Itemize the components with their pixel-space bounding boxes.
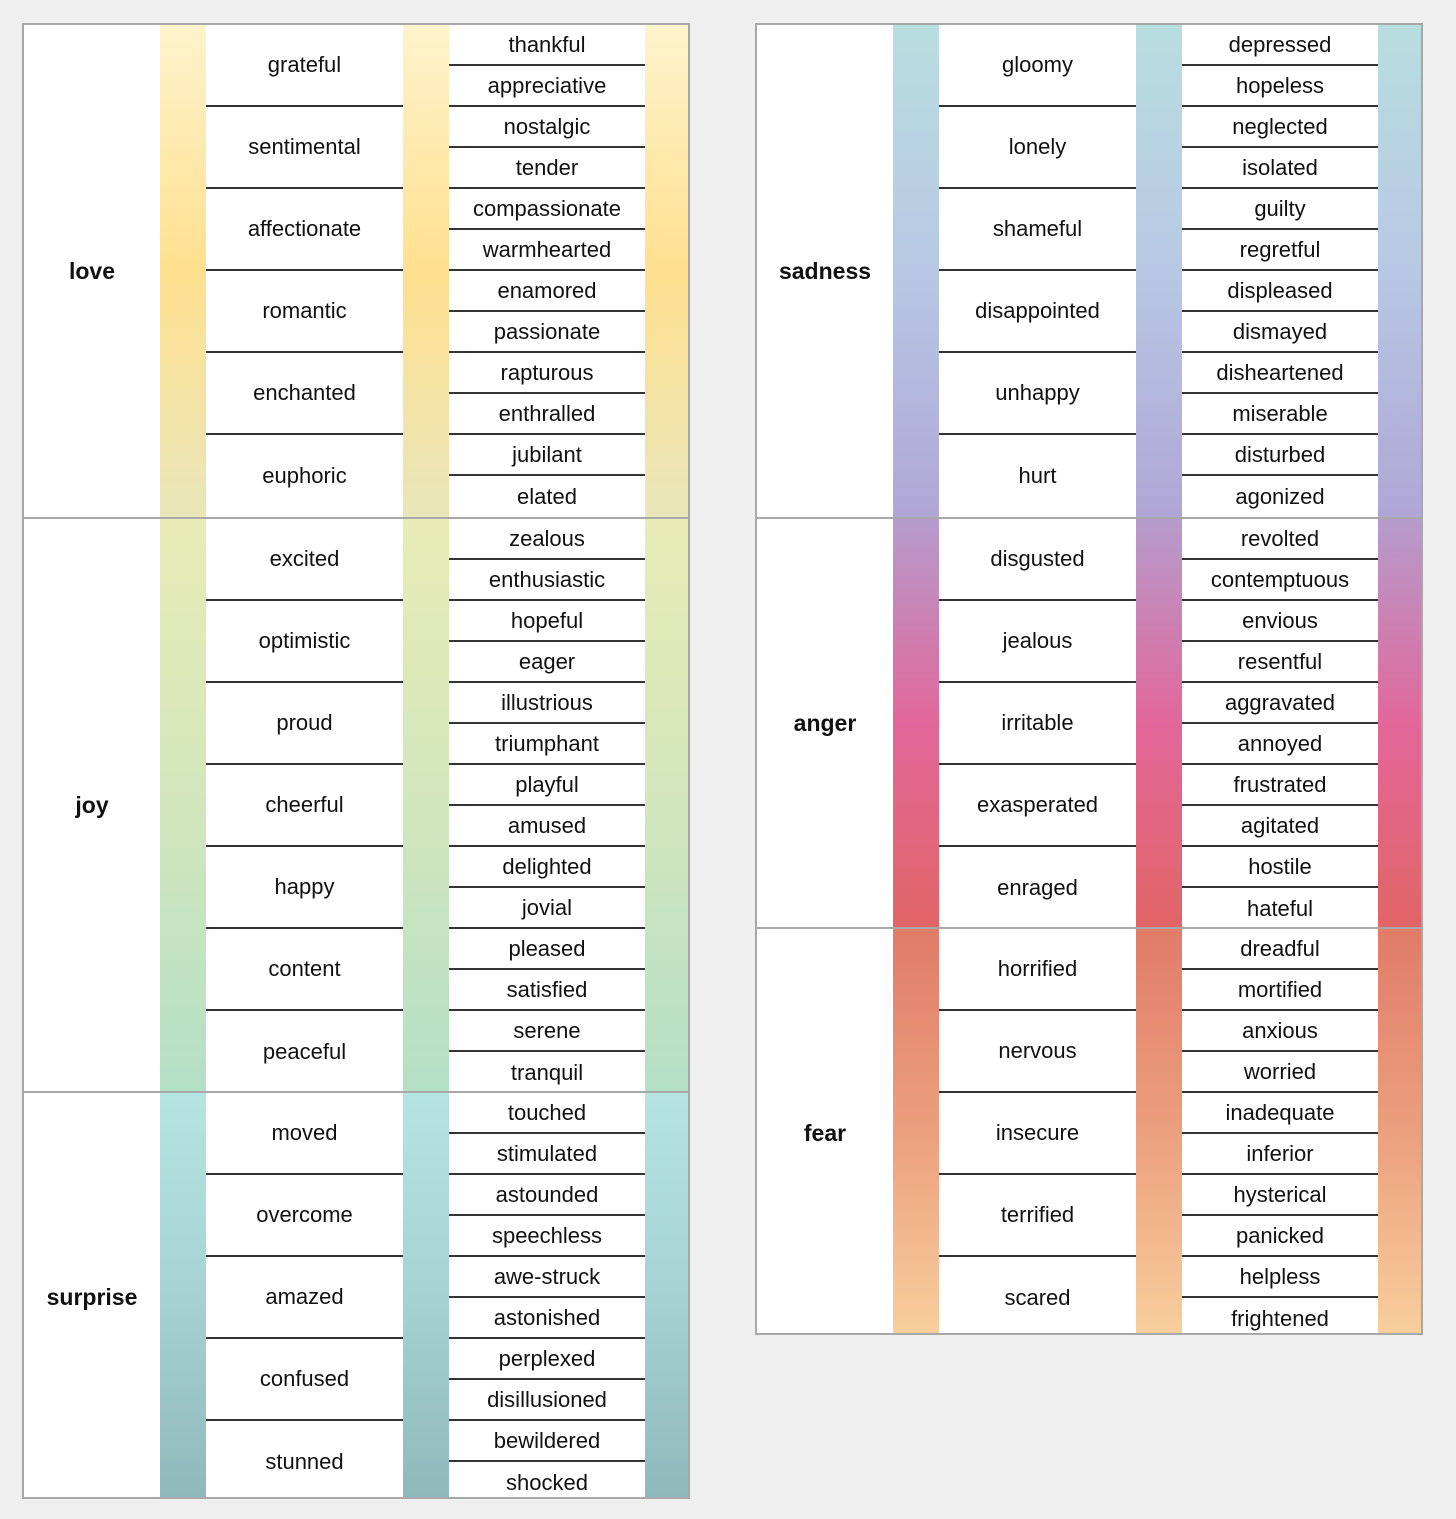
tertiary-emotion-cell: zealous [449,519,645,560]
tertiary-emotion-cell: panicked [1182,1216,1378,1257]
tertiary-emotion-cell: awe-struck [449,1257,645,1298]
core-emotion-label: joy [75,791,109,818]
tertiary-emotion-cell: rapturous [449,353,645,394]
tertiary-emotion-cell: illustrious [449,683,645,724]
color-band [1378,519,1423,927]
tertiary-emotion-cell: perplexed [449,1339,645,1380]
tertiary-emotion-cell: annoyed [1182,724,1378,765]
tertiary-emotion-cell: triumphant [449,724,645,765]
tertiary-emotion-cell: agonized [1235,483,1325,509]
tertiary-emotion-cell: tranquil [510,1059,584,1085]
tertiary-emotion-cell: disturbed [1182,435,1378,476]
emotion-group-anger [757,517,1421,927]
tertiary-emotion-cell: hostile [1182,847,1378,888]
tertiary-emotion-cell: revolted [1182,519,1378,560]
tertiary-emotion-cell: astonished [449,1298,645,1339]
emotion-group-sadness [757,25,1421,517]
tertiary-emotion-cell: touched [449,1093,645,1134]
tertiary-emotion-cell: anxious [1182,1011,1378,1052]
tertiary-emotion-cell: displeased [1182,271,1378,312]
tertiary-emotion-cell: worried [1182,1052,1378,1093]
color-band [645,1093,690,1499]
secondary-emotion-cell: cheerful [206,765,403,847]
tertiary-emotion-cell: jovial [449,888,645,929]
tertiary-emotion-cell: hopeless [1182,66,1378,107]
tertiary-emotion-cell: guilty [1182,189,1378,230]
tertiary-emotion-cell: pleased [449,929,645,970]
secondary-emotion-cell: shameful [939,189,1136,271]
core-emotion-label: sadness [778,257,872,284]
tertiary-emotion-cell: enamored [449,271,645,312]
tertiary-emotion-cell: frightened [1231,1305,1329,1331]
secondary-emotion-cell: confused [206,1339,403,1421]
color-band [160,1093,206,1499]
tertiary-emotion-cell: depressed [1182,25,1378,66]
core-emotion-label: fear [803,1119,847,1146]
secondary-emotion-cell: disappointed [939,271,1136,353]
emotion-group-joy [24,517,688,1091]
color-band [403,519,449,1091]
tertiary-emotion-cell: hopeful [449,601,645,642]
tertiary-emotion-cell: compassionate [449,189,645,230]
secondary-emotion-cell: peaceful [262,1039,347,1064]
secondary-emotion-cell: irritable [939,683,1136,765]
secondary-emotion-cell: disgusted [939,519,1136,601]
secondary-emotion-cell: moved [206,1093,403,1175]
tertiary-emotion-cell: dismayed [1182,312,1378,353]
tertiary-emotion-cell: disillusioned [449,1380,645,1421]
tertiary-emotion-cell: isolated [1182,148,1378,189]
tertiary-emotion-cell: eager [449,642,645,683]
secondary-emotion-cell: stunned [265,1449,344,1474]
color-band [893,929,939,1335]
color-band [1136,929,1182,1335]
tertiary-emotion-cell: stimulated [449,1134,645,1175]
secondary-emotion-cell: hurt [1018,463,1057,488]
tertiary-emotion-cell: satisfied [449,970,645,1011]
secondary-emotion-cell: enraged [997,875,1078,900]
color-band [645,519,690,1091]
secondary-emotion-cell: overcome [206,1175,403,1257]
color-band [1136,519,1182,927]
secondary-emotion-cell: grateful [206,25,403,107]
emotion-group-surprise [24,1091,688,1499]
emotion-table-left [22,23,690,1499]
secondary-emotion-cell: proud [206,683,403,765]
color-band [893,519,939,927]
tertiary-emotion-cell: tender [449,148,645,189]
tertiary-emotion-cell: shocked [506,1469,588,1495]
tertiary-emotion-cell: helpless [1182,1257,1378,1298]
secondary-emotion-cell: euphoric [262,463,347,488]
tertiary-emotion-cell: appreciative [449,66,645,107]
tertiary-emotion-cell: astounded [449,1175,645,1216]
tertiary-emotion-cell: thankful [449,25,645,66]
tertiary-emotion-cell: neglected [1182,107,1378,148]
secondary-emotion-cell: exasperated [939,765,1136,847]
tertiary-emotion-cell: inferior [1182,1134,1378,1175]
color-band [1378,929,1423,1335]
secondary-emotion-cell: excited [206,519,403,601]
color-band [893,25,939,517]
secondary-emotion-cell: horrified [939,929,1136,1011]
core-emotion-label: anger [793,709,857,736]
secondary-emotion-cell: insecure [939,1093,1136,1175]
secondary-emotion-cell: amazed [206,1257,403,1339]
tertiary-emotion-cell: frustrated [1182,765,1378,806]
tertiary-emotion-cell: regretful [1182,230,1378,271]
tertiary-emotion-cell: inadequate [1182,1093,1378,1134]
tertiary-emotion-cell: elated [517,483,577,509]
secondary-emotion-cell: sentimental [206,107,403,189]
emotion-table-right [755,23,1423,1335]
tertiary-emotion-cell: resentful [1182,642,1378,683]
tertiary-emotion-cell: contemptuous [1182,560,1378,601]
secondary-emotion-cell: gloomy [939,25,1136,107]
tertiary-emotion-cell: nostalgic [449,107,645,148]
color-band [160,519,206,1091]
tertiary-emotion-cell: mortified [1182,970,1378,1011]
tertiary-emotion-cell: warmhearted [449,230,645,271]
secondary-emotion-cell: content [206,929,403,1011]
tertiary-emotion-cell: bewildered [449,1421,645,1462]
secondary-emotion-cell: happy [206,847,403,929]
tertiary-emotion-cell: dreadful [1182,929,1378,970]
tertiary-emotion-cell: aggravated [1182,683,1378,724]
secondary-emotion-cell: jealous [939,601,1136,683]
color-band [645,25,690,517]
secondary-emotion-cell: nervous [939,1011,1136,1093]
tertiary-emotion-cell: passionate [449,312,645,353]
core-emotion-label: surprise [46,1283,138,1310]
tertiary-emotion-cell: delighted [449,847,645,888]
secondary-emotion-cell: unhappy [939,353,1136,435]
tertiary-emotion-cell: jubilant [449,435,645,476]
secondary-emotion-cell: lonely [939,107,1136,189]
tertiary-emotion-cell: disheartened [1182,353,1378,394]
emotion-group-love [24,25,688,517]
tertiary-emotion-cell: agitated [1182,806,1378,847]
tertiary-emotion-cell: speechless [449,1216,645,1257]
color-band [1136,25,1182,517]
tertiary-emotion-cell: amused [449,806,645,847]
tertiary-emotion-cell: envious [1182,601,1378,642]
secondary-emotion-cell: enchanted [206,353,403,435]
color-band [160,25,206,517]
tertiary-emotion-cell: miserable [1182,394,1378,435]
tertiary-emotion-cell: hysterical [1182,1175,1378,1216]
secondary-emotion-cell: optimistic [206,601,403,683]
tertiary-emotion-cell: hateful [1246,895,1314,921]
secondary-emotion-cell: terrified [939,1175,1136,1257]
secondary-emotion-cell: affectionate [206,189,403,271]
color-band [403,25,449,517]
color-band [1378,25,1423,517]
secondary-emotion-cell: romantic [206,271,403,353]
tertiary-emotion-cell: enthralled [449,394,645,435]
core-emotion-label: love [68,257,116,284]
color-band [403,1093,449,1499]
tertiary-emotion-cell: serene [449,1011,645,1052]
secondary-emotion-cell: scared [1004,1285,1071,1310]
emotion-group-fear [757,927,1421,1335]
tertiary-emotion-cell: playful [449,765,645,806]
tertiary-emotion-cell: enthusiastic [449,560,645,601]
